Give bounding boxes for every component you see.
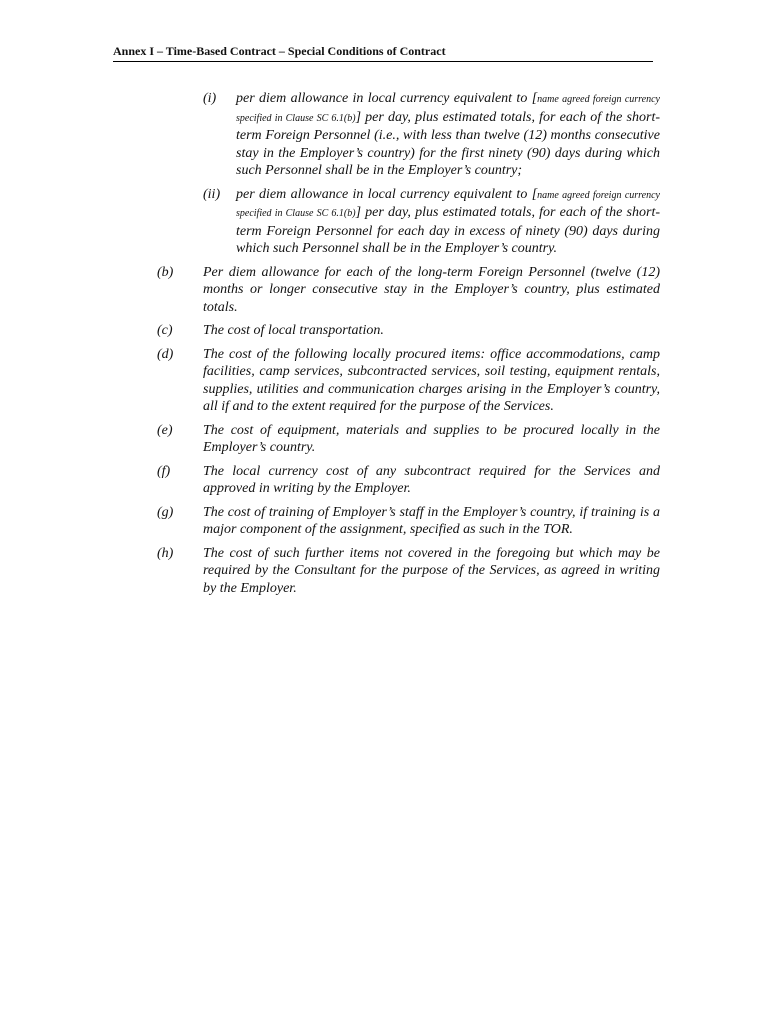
- sub-item-number: (i): [203, 91, 217, 106]
- list-item-number: (d): [157, 346, 174, 362]
- list-item-f: [157, 463, 660, 498]
- sub-item-text-post: ] per day, plus estimated totals, for each of the short-term Foreign Personnel for each day in excess of ninety (90) days during which such Personnel shall be in the Employer’s country.: [236, 205, 660, 256]
- list-item-g: [157, 504, 660, 539]
- sub-item-text: [236, 186, 660, 258]
- list-item-number: (g): [157, 504, 174, 520]
- sub-item-ii: [200, 186, 660, 258]
- list-item-number: (f): [157, 463, 171, 479]
- list-item-text: The cost of training of Employer’s staff in the Employer’s country, if training is a major component of the assignment, specified as such in the TOR.: [203, 504, 660, 537]
- sub-item-text-post: ] per day, plus estimated totals, for each of the short-term Foreign Personnel (i.e., with less than twelve (12) months consecutive stay in the Employer’s country) for the first ninety (90) days during which such Personnel shall be in the Employer’s country;: [236, 109, 660, 178]
- list-item-number: (c): [157, 323, 173, 338]
- sub-item-text: [236, 90, 660, 180]
- list-item-text: The cost of equipment, materials and supplies to be procured locally in the Employer’s country.: [203, 422, 660, 455]
- list-item-number: (e): [157, 422, 173, 438]
- sub-item-number: (ii): [203, 186, 221, 202]
- page-header: Annex I – Time-Based Contract – Special Conditions of Contract: [113, 44, 653, 62]
- sub-item-i: [200, 90, 660, 180]
- list-item-d: [157, 346, 660, 416]
- placeholder-note: name agreed foreign currency specified in Clause SC 6.1(b): [236, 94, 660, 124]
- placeholder-note: name agreed foreign currency specified in Clause SC 6.1(b): [236, 189, 660, 219]
- list-item-b: [157, 264, 660, 317]
- list-item-text: The local currency cost of any subcontract required for the Services and approved in writing by the Employer.: [203, 463, 660, 496]
- list-item-number: (b): [157, 264, 174, 280]
- list-item-text: The cost of such further items not covered in the foregoing but which may be required by the Consultant for the purpose of the Services, as agreed in writing by the Employer.: [203, 545, 660, 596]
- list-item-e: [157, 422, 660, 457]
- list-item-h: [157, 545, 660, 598]
- list-item-text: The cost of local transportation.: [203, 323, 384, 338]
- document-body: [0, 90, 768, 603]
- sub-item-text-pre: per diem allowance in local currency equivalent to [: [236, 186, 538, 202]
- list-item-text: The cost of the following locally procured items: office accommodations, camp facilities, camp services, subcontracted services, soil testing, equipment rentals, supplies, utilities and communication charges arising in the Employer’s country, all if and to the extent required for the purpose of the Services.: [203, 346, 660, 414]
- sub-item-text-pre: per diem allowance in local currency equivalent to [: [236, 91, 538, 106]
- list-item-number: (h): [157, 545, 174, 561]
- list-item-c: [157, 322, 660, 340]
- list-item-text: Per diem allowance for each of the long-term Foreign Personnel (twelve (12) months or longer consecutive stay in the Employer’s country, plus estimated totals.: [203, 264, 660, 315]
